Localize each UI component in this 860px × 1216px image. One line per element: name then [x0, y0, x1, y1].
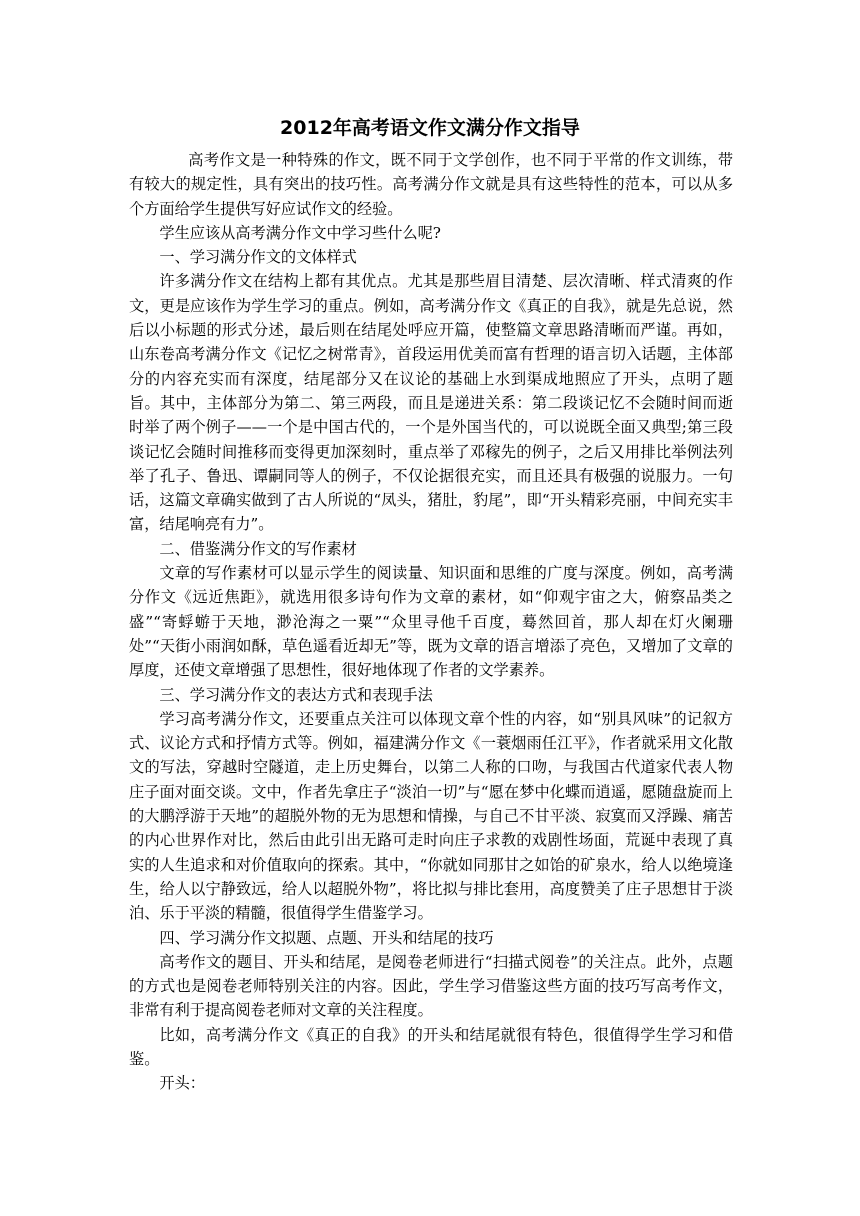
paragraph-section-1: 许多满分作文在结构上都有其优点。尤其是那些眉目清楚、层次清晰、样式清爽的作文，更是应该作为学生学习的重点。例如，高考满分作文《真正的自我》，就是先总说，然后以小标题的形式分述，最后则在结尾处呼应开篇，使整篇文章思路清晰而严谨。再如，山东卷高考满分作文《记忆之树常青》，首段运用优美而富有哲理的语言切入话题，主体部分的内容充实而有深度，结尾部分又在议论的基础上水到渠成地照应了开头，点明了题旨。其中，主体部分为第二、第三两段，而且是递进关系：第二段谈记忆不会随时间而逝时举了两个例子——一个是中国古代的，一个是外国当代的，可以说既全面又典型;第三段谈记忆会随时间推移而变得更加深刻时，重点举了邓稼先的例子，之后又用排比举例法列举了孔子、鲁迅、谭嗣同等人的例子，不仅论据很充实，而且还具有极强的说服力。一句话，这篇文章确实做到了古人所说的“凤头，猪肚，豹尾”，即“开头精彩亮丽，中间充实丰富，结尾响亮有力”。: [129, 272, 733, 534]
paragraph-intro: 高考作文是一种特殊的作文，既不同于文学创作，也不同于平常的作文训练，带有较大的规定性，具有突出的技巧性。高考满分作文就是具有这些特性的范本，可以从多个方面给学生提供写好应试作文的经验。: [129, 151, 733, 218]
section-heading-1: 一、学习满分作文的文体样式: [159, 248, 357, 267]
paragraph-section-3: 学习高考满分作文，还要重点关注可以体现文章个性的内容，如“别具风味”的记叙方式、议论方式和抒情方式等。例如，福建满分作文《一蓑烟雨任江平》，作者就采用文化散文的写法，穿越时空隧道，走上历史舞台，以第二人称的口吻，与我国古代道家代表人物庄子面对面交谈。文中，作者先拿庄子“淡泊一切”与“愿在梦中化蝶而逍遥，愿随盘旋而上的大鹏浮游于天地”的超脱外物的无为思想和情操，与自己不甘平淡、寂寞而又浮躁、痛苦的内心世界作对比，然后由此引出无路可走时向庄子求教的戏剧性场面，荒诞中表现了真实的人生追求和对价值取向的探索。其中，“你就如同那甘之如饴的矿泉水，给人以绝境逢生，给人以宁静致远，给人以超脱外物”，将比拟与排比套用，高度赞美了庄子思想甘于淡泊、乐于平淡的精髓，很值得学生借鉴学习。: [129, 709, 733, 923]
section-heading-3: 三、学习满分作文的表达方式和表现手法: [159, 685, 433, 704]
paragraph-example: 比如，高考满分作文《真正的自我》的开头和结尾就很有特色，很值得学生学习和借鉴。: [129, 1025, 733, 1068]
paragraph-section-2: 文章的写作素材可以显示学生的阅读量、知识面和思维的广度与深度。例如，高考满分作文《远近焦距》，就选用很多诗句作为文章的素材，如“仰观宇宙之大，俯察品类之盛”“寄蜉蝣于天地，渺沧海之一粟”“众里寻他千百度，蓦然回首，那人却在灯火阑珊处”“天街小雨润如酥，草色遥看近却无”等，既为文章的语言增添了亮色，又增加了文章的厚度，还使文章增强了思想性，很好地体现了作者的文学素养。: [129, 564, 733, 680]
document-title: 2012年高考语文作文满分作文指导: [280, 117, 580, 139]
document-body: [129, 148, 733, 1096]
section-heading-4: 四、学习满分作文拟题、点题、开头和结尾的技巧: [159, 928, 494, 947]
paragraph-question: 学生应该从高考满分作文中学习些什么呢?: [159, 223, 441, 242]
paragraph-section-4: 高考作文的题目、开头和结尾，是阅卷老师进行“扫描式阅卷”的关注点。此外，点题的方式也是阅卷老师特别关注的内容。因此，学生学习借鉴这些方面的技巧写高考作文，非常有利于提高阅卷老师对文章的关注程度。: [129, 952, 733, 1020]
section-heading-2: 二、借鉴满分作文的写作素材: [159, 539, 357, 558]
paragraph-opening-label: 开头：: [159, 1074, 205, 1093]
